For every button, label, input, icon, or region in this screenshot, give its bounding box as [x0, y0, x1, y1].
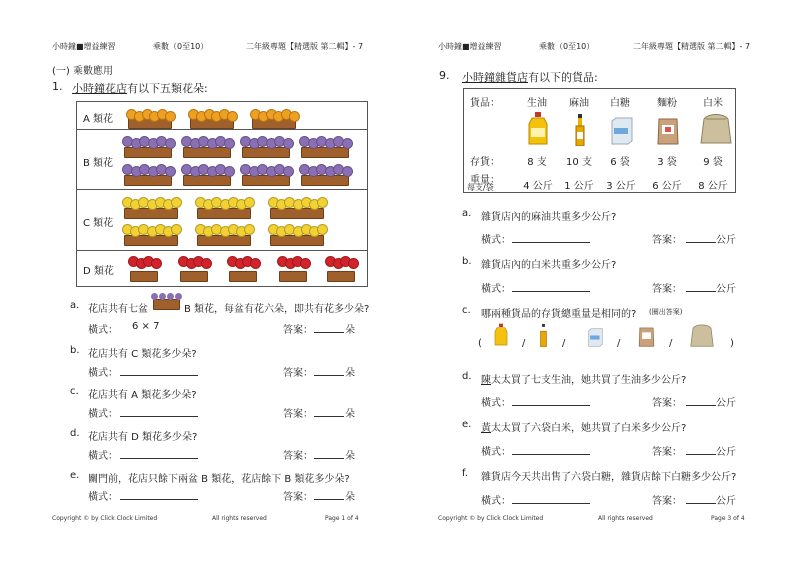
r-sub-f-text: 雜貨店今天共出售了六袋白糖，雜貨店餘下白糖多少公斤? — [481, 472, 737, 483]
row-label-c: C 類花 — [83, 218, 114, 229]
weight-sub-label: 每支/袋 — [467, 183, 494, 192]
r-sub-d-work-label: 橫式： — [481, 398, 511, 409]
header-series: 小時鐘■增益練習 — [438, 42, 502, 51]
rice-sack-icon — [700, 111, 732, 145]
flower-pot — [276, 256, 310, 282]
footer-page: Page 1 of 4 — [325, 515, 359, 522]
sub-d-unit: 朵 — [345, 451, 355, 462]
flower-pot — [121, 197, 181, 219]
sub-e-answer-blank[interactable] — [314, 499, 344, 500]
flower-pot — [267, 224, 327, 246]
row-label-b: B 類花 — [83, 158, 114, 169]
flower-pot — [194, 224, 254, 246]
grocery-name: 小時鐘雜貨店 — [462, 71, 528, 84]
goods-head: 貨品： — [470, 98, 500, 109]
sub-d-answer-blank[interactable] — [314, 458, 344, 459]
flower-pot — [121, 224, 181, 246]
weight-flour: 6 公斤 — [652, 181, 682, 192]
r-sub-b-unit: 公斤 — [716, 284, 736, 295]
r-sub-c-text: 哪兩種貨品的存貨總重量是相同的? — [481, 309, 637, 320]
sub-d-answer-label: 答案： — [283, 451, 313, 462]
r-sub-e-answer-blank[interactable] — [686, 454, 716, 455]
sub-a-answer-label: 答案： — [283, 325, 313, 336]
r-sub-e-text: 黃太太買了六袋白米，她共買了白米多少公斤? — [481, 423, 687, 434]
flower-pot — [125, 109, 175, 129]
r-sub-e-answer-label: 答案： — [652, 447, 682, 458]
r-sub-e-letter: e. — [462, 419, 472, 430]
choice-sep-4: / — [669, 338, 673, 349]
r-sub-b-letter: b. — [462, 256, 472, 267]
question-1-number: 1. — [52, 80, 63, 93]
item-oil: 生油 — [527, 98, 547, 109]
flower-pot — [127, 256, 161, 282]
oil-bottle-icon — [526, 112, 550, 146]
flower-pot — [267, 197, 327, 219]
r-sub-a-work-label: 橫式： — [481, 235, 511, 246]
weight-rice: 8 公斤 — [698, 181, 728, 192]
r-sub-e-work-blank[interactable] — [512, 454, 590, 455]
sub-c-answer-label: 答案： — [283, 409, 313, 420]
choice-sep-1: / — [522, 338, 526, 349]
sub-b-letter: b. — [70, 345, 80, 356]
choice-sesame-oil-icon[interactable] — [539, 324, 548, 347]
header-series: 小時鐘■增益練習 — [52, 42, 116, 51]
flower-pot — [239, 136, 293, 158]
footer-copyright: Copyright © by Click Clock Limited — [52, 515, 158, 522]
r-sub-b-work-label: 橫式： — [481, 284, 511, 295]
choice-open-paren: ( — [478, 338, 482, 349]
r-footer-copyright: Copyright © by Click Clock Limited — [438, 515, 544, 522]
r-sub-e-work-label: 橫式： — [481, 447, 511, 458]
r-sub-a-work-blank[interactable] — [512, 242, 590, 243]
sub-e-work-label: 橫式： — [88, 492, 118, 503]
row-label-a: A 類花 — [83, 114, 114, 125]
flower-pot — [121, 136, 175, 158]
r-sub-d-answer-label: 答案： — [652, 398, 682, 409]
row-label-d: D 類花 — [83, 266, 114, 277]
r-sub-f-answer-label: 答案： — [652, 496, 682, 507]
sub-a-text-pre: 花店共有七盆 — [88, 304, 148, 315]
r-sub-d-letter: d. — [462, 371, 472, 382]
r-sub-c-note: (圈出答案) — [649, 308, 683, 316]
r-sub-a-text: 雜貨店內的麻油共重多少公斤? — [481, 212, 617, 223]
r-sub-b-answer-blank[interactable] — [686, 291, 716, 292]
stock-flour: 3 袋 — [657, 157, 677, 168]
goods-table — [463, 88, 736, 193]
r-sub-d-text: 陳太太買了七支生油，她共買了生油多少公斤? — [481, 375, 687, 386]
sub-a-answer-blank[interactable] — [314, 332, 344, 333]
r-sub-d-unit: 公斤 — [716, 398, 736, 409]
r-sub-f-unit: 公斤 — [716, 496, 736, 507]
item-sesame-oil: 麻油 — [569, 98, 589, 109]
r-sub-b-work-blank[interactable] — [512, 291, 590, 292]
flour-bag-icon — [656, 115, 680, 145]
flower-pot — [180, 136, 234, 158]
r-sub-f-work-label: 橫式： — [481, 496, 511, 507]
stock-oil: 8 支 — [527, 157, 547, 168]
r-sub-d-work-blank[interactable] — [512, 405, 590, 406]
flower-pot — [194, 197, 254, 219]
sub-c-text: 花店共有 A 類花多少朵? — [88, 390, 197, 401]
r-sub-a-answer-label: 答案： — [652, 235, 682, 246]
r-sub-a-letter: a. — [462, 208, 472, 219]
sub-c-unit: 朵 — [345, 409, 355, 420]
sub-a-unit: 朵 — [345, 325, 355, 336]
r-sub-a-answer-blank[interactable] — [686, 242, 716, 243]
sub-e-letter: e. — [70, 470, 80, 481]
sub-e-unit: 朵 — [345, 492, 355, 503]
sub-a-work-label: 橫式： — [88, 325, 118, 336]
r-sub-d-answer-blank[interactable] — [686, 405, 716, 406]
weight-sesame-oil: 1 公斤 — [564, 181, 594, 192]
sub-e-work-blank[interactable] — [120, 499, 198, 500]
sub-c-work-blank[interactable] — [120, 416, 198, 417]
r-sub-b-answer-label: 答案： — [652, 284, 682, 295]
r-sub-a-unit: 公斤 — [716, 235, 736, 246]
choice-rice-icon[interactable] — [690, 322, 714, 348]
item-flour: 麵粉 — [657, 98, 677, 109]
stock-rice: 9 袋 — [703, 157, 723, 168]
r-sub-f-letter: f. — [462, 468, 468, 479]
flower-pot — [298, 164, 352, 186]
sub-d-work-blank[interactable] — [120, 458, 198, 459]
sub-e-text: 關門前，花店只餘下兩盆 B 類花，花店餘下 B 類花多少朵? — [88, 474, 350, 485]
flower-pot — [177, 256, 211, 282]
stock-sesame-oil: 10 支 — [566, 157, 592, 168]
sub-d-work-label: 橫式： — [88, 451, 118, 462]
stock-sugar: 6 袋 — [610, 157, 630, 168]
weight-oil: 4 公斤 — [523, 181, 553, 192]
footer-rights: All rights reserved — [212, 515, 267, 522]
r-sub-f-work-blank[interactable] — [512, 503, 590, 504]
choice-sep-3: / — [617, 338, 621, 349]
question-9-number: 9. — [439, 69, 450, 82]
choice-close-paren: ) — [730, 338, 734, 349]
item-rice: 白米 — [703, 98, 723, 109]
choice-sep-2: / — [562, 338, 566, 349]
sub-c-work-label: 橫式： — [88, 409, 118, 420]
header-topic: 乘數（0至10） — [153, 42, 209, 51]
flower-pot — [121, 164, 175, 186]
question-9-prompt: 小時鐘雜貨店有以下的貨品: — [462, 71, 598, 84]
sub-b-unit: 朵 — [345, 368, 355, 379]
sugar-box-icon — [610, 117, 634, 145]
sub-c-letter: c. — [70, 386, 79, 397]
flower-pot — [187, 109, 237, 129]
flower-pot — [239, 164, 293, 186]
stock-label: 存貨： — [470, 157, 500, 168]
flower-pot — [249, 109, 299, 129]
sub-c-answer-blank[interactable] — [314, 416, 344, 417]
header-level: 二年級專題【精選版 第二輯】- 7 — [246, 42, 364, 51]
sub-d-letter: d. — [70, 428, 80, 439]
r-sub-b-text: 雜貨店內的白米共重多少公斤? — [481, 260, 617, 271]
choice-oil-icon[interactable] — [493, 323, 509, 347]
r-footer-page: Page 3 of 4 — [711, 515, 745, 522]
section-title: (一) 乘數應用 — [52, 66, 113, 77]
sub-a-text-post: B 類花，每盆有花六朵，即共有花多少朵? — [184, 304, 370, 315]
choice-sugar-icon[interactable] — [587, 328, 604, 347]
sub-a-letter: a. — [70, 300, 80, 311]
sub-b-text: 花店共有 C 類花多少朵? — [88, 349, 197, 360]
weight-label: 重量： — [470, 175, 500, 186]
weight-sugar: 3 公斤 — [606, 181, 636, 192]
sesame-oil-icon — [574, 114, 586, 146]
question-1-prompt: 小時鐘花店有以下五類花朵: — [72, 82, 208, 95]
r-sub-f-answer-blank[interactable] — [686, 503, 716, 504]
flower-pot-icon — [150, 293, 183, 310]
sub-a-work-value: 6 × 7 — [132, 321, 160, 332]
r-sub-e-unit: 公斤 — [716, 447, 736, 458]
shop-name: 小時鐘花店 — [72, 82, 127, 95]
sub-b-answer-blank[interactable] — [314, 375, 344, 376]
sub-b-work-blank[interactable] — [120, 375, 198, 376]
item-sugar: 白糖 — [610, 98, 630, 109]
sub-e-answer-label: 答案： — [283, 492, 313, 503]
sub-d-text: 花店共有 D 類花多少朵? — [88, 432, 198, 443]
header-topic: 乘數（0至10） — [539, 42, 595, 51]
r-sub-c-letter: c. — [462, 305, 471, 316]
choice-flour-icon[interactable] — [637, 325, 656, 347]
flower-pot — [180, 164, 234, 186]
flower-pot — [226, 256, 260, 282]
sub-b-answer-label: 答案： — [283, 368, 313, 379]
sub-b-work-label: 橫式： — [88, 368, 118, 379]
flower-pot — [324, 256, 358, 282]
r-footer-rights: All rights reserved — [598, 515, 653, 522]
header-level: 二年級專題【精選版 第二輯】- 7 — [633, 42, 751, 51]
flower-pot — [298, 136, 352, 158]
flower-table — [76, 101, 368, 287]
